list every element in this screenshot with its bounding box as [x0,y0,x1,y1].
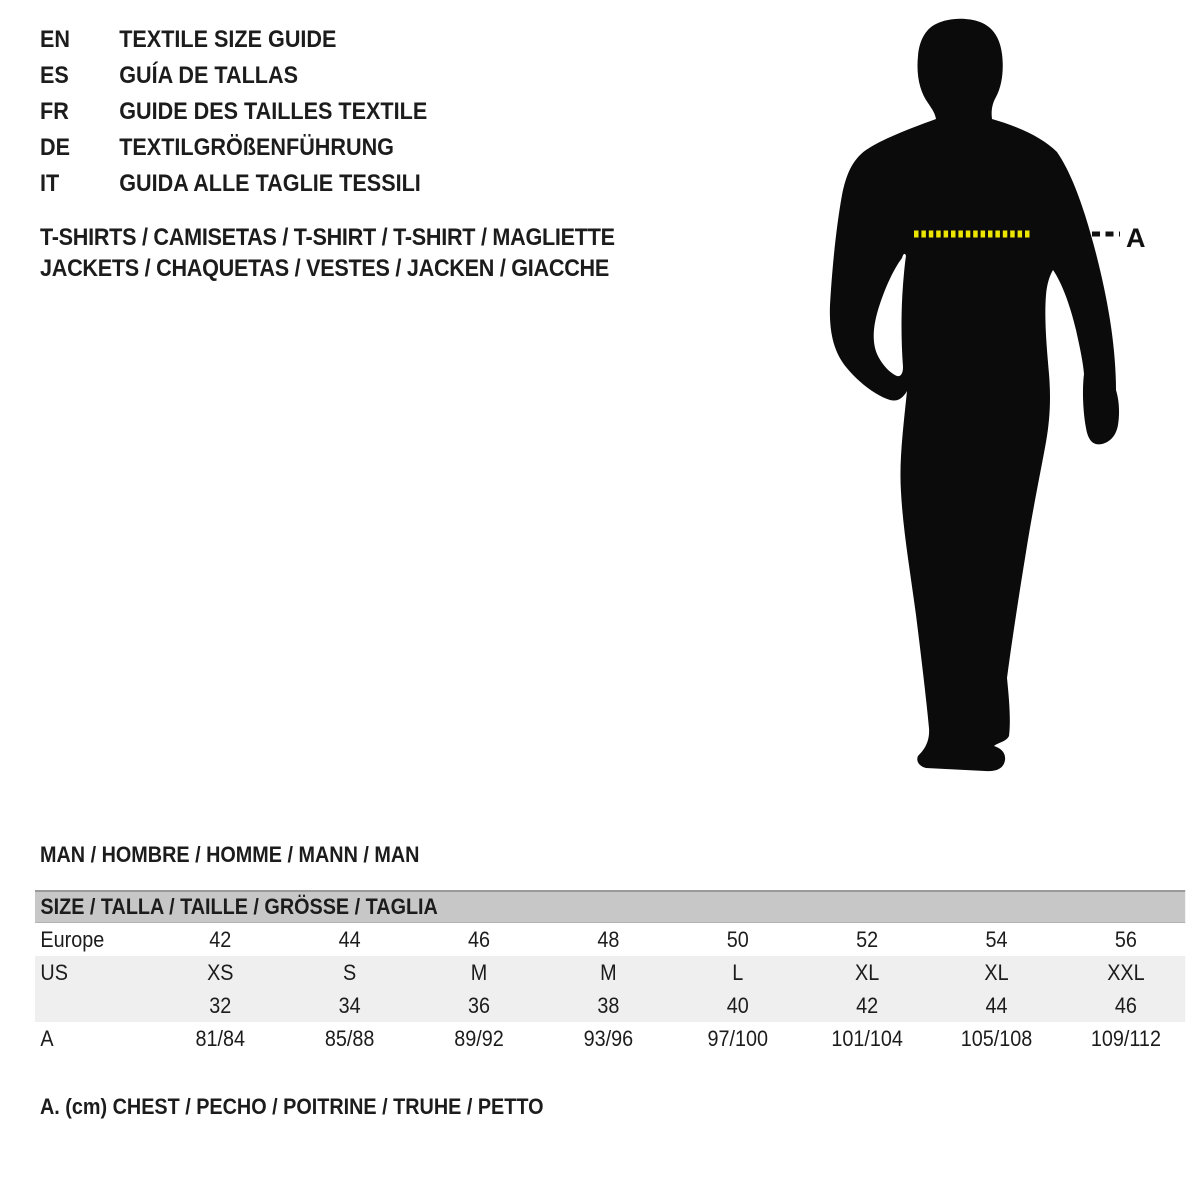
size-cell: 34 [338,993,361,1018]
language-row [40,22,427,58]
size-cell: S [343,960,357,985]
language-list [40,22,427,202]
size-cell: 46 [468,927,491,952]
language-row [40,94,427,130]
size-cell: 81/84 [195,1026,246,1051]
language-code: DE [40,134,71,161]
size-cell: 46 [1114,993,1137,1018]
size-cell: 36 [468,993,491,1018]
size-table-header: SIZE / TALLA / TAILLE / GRÖSSE / TAGLIA [35,890,1185,923]
size-cell: 42 [856,993,879,1018]
size-cell: XS [207,960,234,985]
table-row [35,956,1185,989]
row-label: A [40,1026,54,1051]
product-categories [40,222,615,284]
product-line-tshirts: T-SHIRTS / CAMISETAS / T-SHIRT / T-SHIRT / MAGLIETTE [40,224,615,251]
language-code: ES [40,62,69,89]
table-row [35,923,1185,956]
size-cell: 44 [338,927,361,952]
size-cell: 44 [985,993,1008,1018]
size-cell: 38 [597,993,620,1018]
size-cell: 42 [209,927,232,952]
size-cell: 48 [597,927,620,952]
size-cell: 101/104 [831,1026,903,1051]
section-title-man: MAN / HOMBRE / HOMME / MANN / MAN [40,842,420,867]
table-row [35,989,1185,1022]
row-label: Europe [40,927,105,952]
product-line-jackets: JACKETS / CHAQUETAS / VESTES / JACKEN / GIACCHE [40,255,609,282]
language-title: GUIDE DES TAILLES TEXTILE [119,98,428,125]
language-code: IT [40,170,60,197]
language-code: EN [40,26,71,53]
row-label [35,989,156,1022]
table-row [35,1022,1185,1055]
size-cell: 52 [856,927,879,952]
language-row [40,58,427,94]
measurement-footnote: A. (cm) CHEST / PECHO / POITRINE / TRUHE / PETTO [40,1094,544,1119]
size-cell: 54 [985,927,1008,952]
measure-label-a: A [1126,223,1146,253]
language-title: GUIDA ALLE TAGLIE TESSILI [119,170,421,197]
size-cell: 109/112 [1090,1026,1161,1051]
size-cell: L [732,960,744,985]
size-cell: XL [855,960,880,985]
size-cell: 105/108 [960,1026,1033,1051]
language-code: FR [40,98,69,125]
size-cell: 89/92 [454,1026,504,1051]
language-title: TEXTILE SIZE GUIDE [119,26,337,53]
language-title: TEXTILGRÖßENFÜHRUNG [119,134,394,161]
size-cell: 40 [726,993,749,1018]
size-cell: 56 [1114,927,1137,952]
size-cell: XXL [1107,960,1145,985]
language-title: GUÍA DE TALLAS [119,62,298,89]
size-cell: 85/88 [324,1026,375,1051]
size-cell: M [600,960,617,985]
size-cell: XL [984,960,1009,985]
man-silhouette-shape [830,19,1119,771]
row-label: US [40,960,68,985]
size-table [35,890,1185,1055]
size-cell: 93/96 [583,1026,634,1051]
language-row [40,130,427,166]
size-table-rows [35,923,1185,1055]
size-cell: 97/100 [707,1026,769,1051]
language-row [40,166,427,202]
size-cell: 50 [726,927,749,952]
size-cell: 32 [209,993,232,1018]
size-cell: M [470,960,488,985]
